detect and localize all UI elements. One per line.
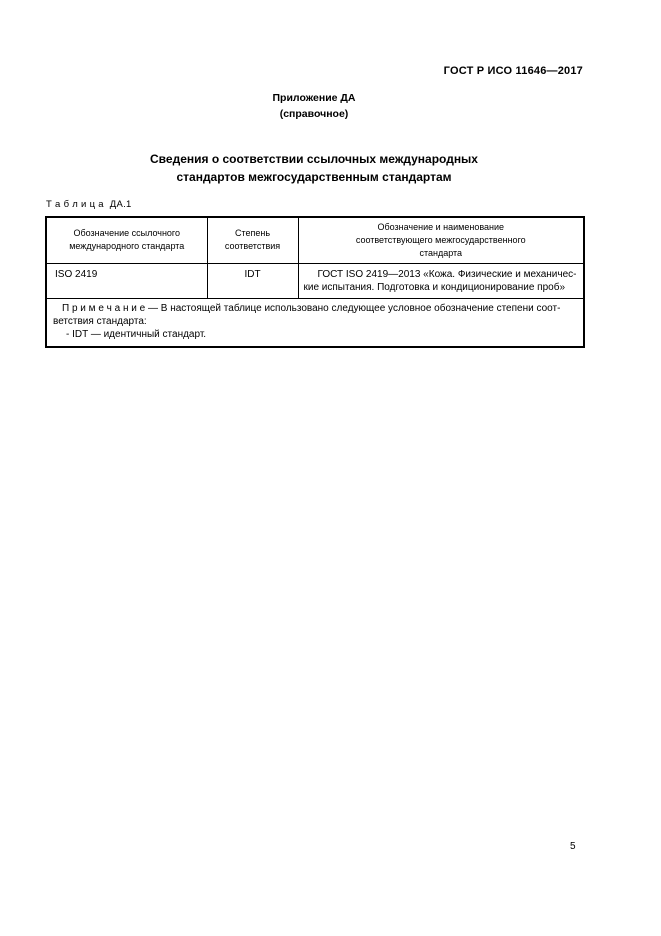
cell-correspondence-degree: IDT: [207, 263, 298, 298]
note-text-line: ветствия стандарта:: [53, 315, 147, 327]
col-header-line: стандарта: [419, 247, 463, 258]
col-header-line: соответствующего межгосударственного: [355, 234, 526, 245]
table-note: [46, 298, 584, 347]
table-row: [46, 263, 584, 298]
document-code: ГОСТ Р ИСО 11646—2017: [443, 65, 583, 77]
page-number: 5: [570, 841, 576, 852]
col-header-corresponding-standard: [298, 217, 584, 263]
table-caption: Т а б л и ц а ДА.1: [46, 199, 132, 210]
table-header: [46, 217, 584, 263]
section-title-line: Сведения о соответствии ссылочных международных: [150, 152, 478, 166]
col-header-correspondence-degree: [207, 217, 298, 263]
col-header-line: соответствия: [224, 241, 281, 252]
appendix-subtitle: (справочное): [279, 108, 349, 120]
table-body: [46, 263, 584, 347]
col-header-reference-standard: [46, 217, 207, 263]
section-title-line: стандартов межгосударственным стандартам: [176, 170, 452, 184]
col-header-line: Обозначение ссылочного: [73, 228, 181, 239]
table-header-row: [46, 217, 584, 263]
standard-text-line: кие испытания. Подготовка и кондиционирование проб»: [303, 281, 566, 293]
note-text-line: - IDT — идентичный стандарт.: [66, 328, 207, 340]
cell-reference-standard: ISO 2419: [46, 263, 207, 298]
col-header-line: Обозначение и наименование: [377, 221, 505, 232]
note-text-line: П р и м е ч а н и е — В настоящей таблице использовано следующее условное обозначение степени соот-: [62, 302, 561, 314]
correspondence-table: [45, 216, 585, 348]
appendix-title: Приложение ДА: [272, 92, 356, 104]
appendix-heading: [45, 90, 583, 122]
section-title: [45, 150, 583, 186]
note-row: [46, 298, 584, 347]
standard-text-line: ГОСТ ISO 2419—2013 «Кожа. Физические и механичес-: [317, 268, 577, 280]
col-header-line: международного стандарта: [69, 241, 185, 252]
cell-corresponding-standard: [298, 263, 584, 298]
col-header-line: Степень: [234, 228, 271, 239]
